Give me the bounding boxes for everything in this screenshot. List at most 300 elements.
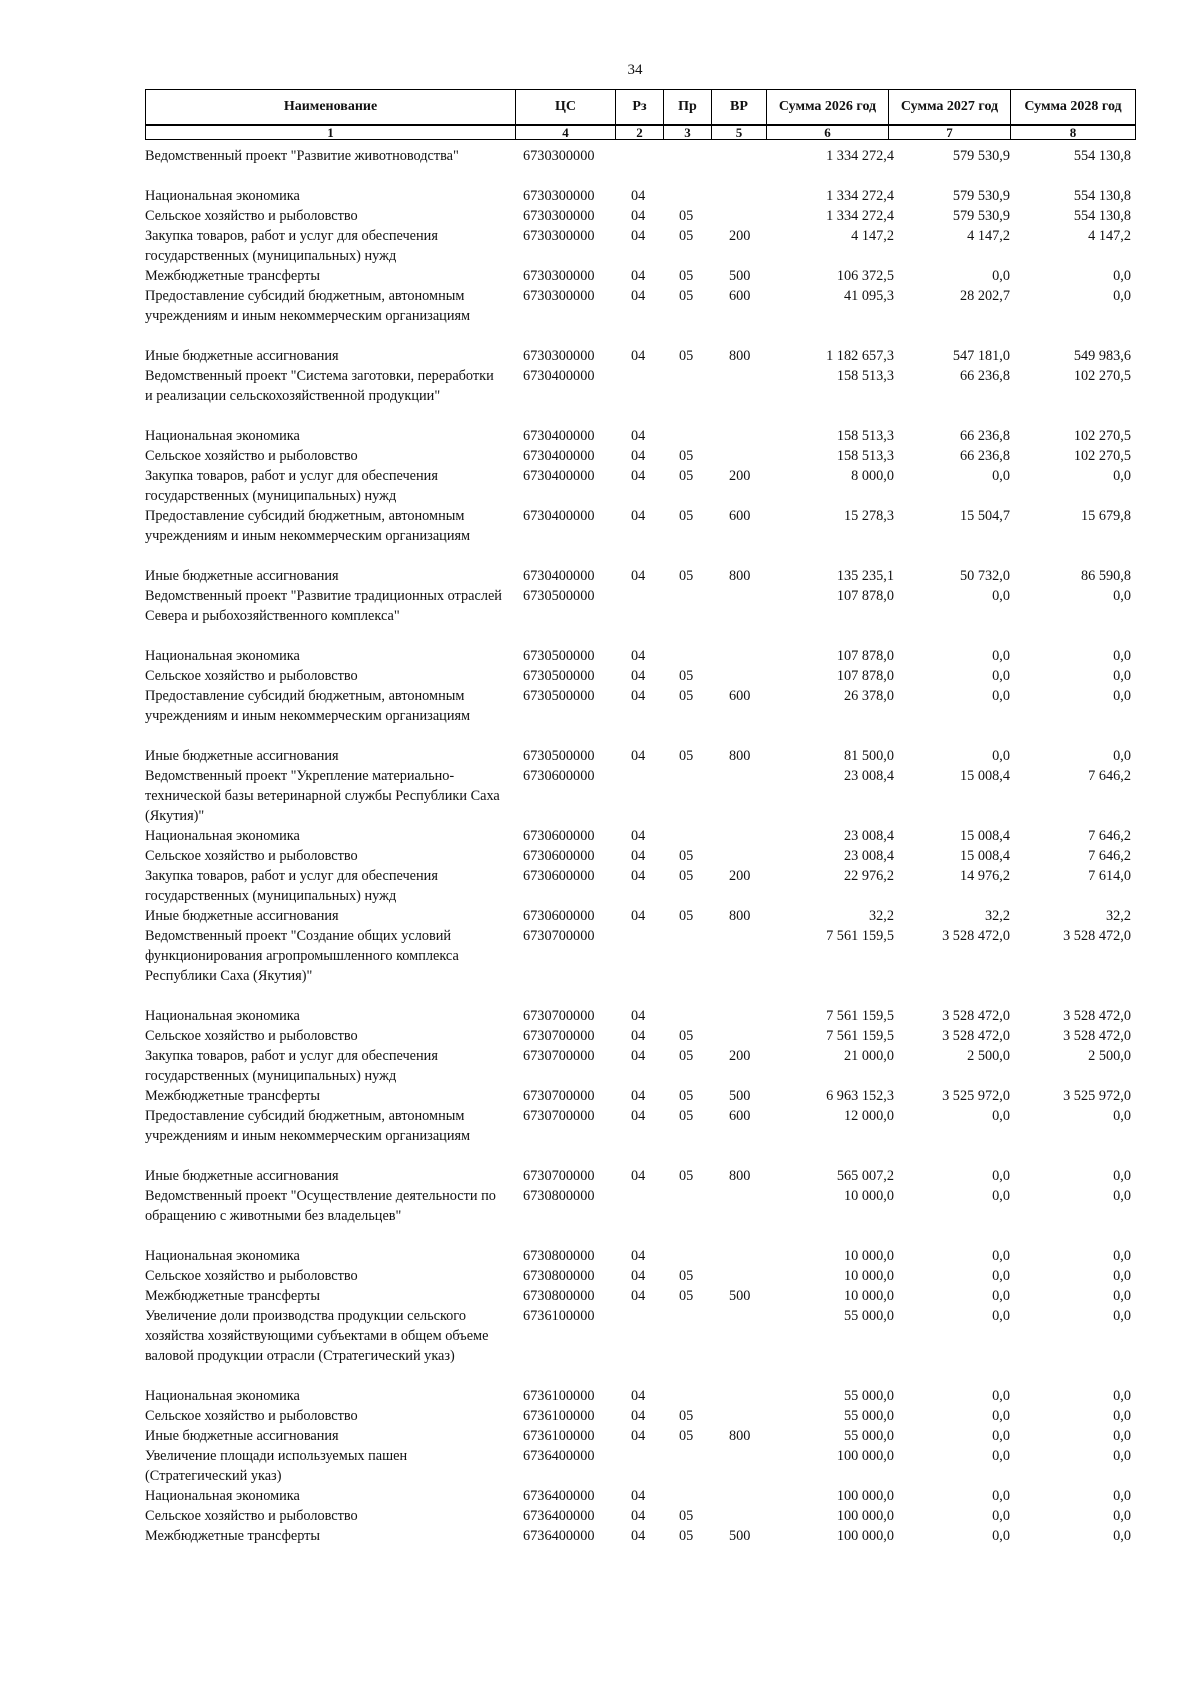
cell-sum-2027: 579 530,9 (952, 188, 1010, 204)
cell-sum-2027: 579 530,9 (952, 208, 1010, 224)
cell-name: Закупка товаров, работ и услуг для обеспечения государственных (муниципальных) нужд (145, 868, 438, 904)
cell-cs: 6730700000 (523, 1108, 595, 1124)
table-row (145, 226, 1135, 266)
cell-sum-2027: 15 008,4 (959, 828, 1010, 844)
cell-sum-2028: 102 270,5 (1073, 428, 1131, 444)
table-row (145, 506, 1135, 566)
cell-vr: 200 (729, 468, 751, 484)
cell-rz: 04 (631, 668, 646, 684)
cell-cs: 6730700000 (523, 1168, 595, 1184)
cell-sum-2027: 0,0 (992, 1388, 1010, 1404)
table-row (145, 566, 1135, 586)
column-header-vr: ВР (712, 90, 767, 125)
cell-cs: 6730300000 (523, 348, 595, 364)
table-row (145, 346, 1135, 366)
cell-sum-2028: 0,0 (1113, 688, 1131, 704)
cell-name: Иные бюджетные ассигнования (145, 748, 339, 764)
cell-vr: 800 (729, 1168, 751, 1184)
table-row (145, 1026, 1135, 1046)
table-row (145, 446, 1135, 466)
cell-name: Предоставление субсидий бюджетным, автономным учреждениям и иным некоммерческим организациям (145, 508, 471, 544)
table-row (145, 466, 1135, 506)
cell-vr: 600 (729, 1108, 751, 1124)
cell-rz: 04 (631, 1028, 646, 1044)
cell-sum-2027: 66 236,8 (959, 448, 1010, 464)
cell-vr: 600 (729, 288, 751, 304)
cell-cs: 6730300000 (523, 188, 595, 204)
cell-rz: 04 (631, 208, 646, 224)
page-number: 34 (627, 62, 643, 78)
cell-sum-2027: 66 236,8 (959, 368, 1010, 384)
cell-sum-2026: 15 278,3 (843, 508, 894, 524)
cell-rz: 04 (631, 268, 646, 284)
table-row (145, 766, 1135, 826)
cell-name: Сельское хозяйство и рыболовство (145, 208, 358, 224)
cell-sum-2026: 10 000,0 (843, 1268, 894, 1284)
table-row (145, 286, 1135, 346)
cell-sum-2027: 66 236,8 (959, 428, 1010, 444)
cell-sum-2026: 41 095,3 (843, 288, 894, 304)
cell-sum-2027: 0,0 (992, 1528, 1010, 1544)
cell-pr: 05 (679, 1108, 694, 1124)
cell-cs: 6736100000 (523, 1428, 595, 1444)
cell-sum-2026: 55 000,0 (843, 1408, 894, 1424)
table-row (145, 866, 1135, 906)
cell-sum-2028: 2 500,0 (1088, 1048, 1131, 1064)
cell-pr: 05 (679, 908, 694, 924)
cell-sum-2028: 0,0 (1113, 468, 1131, 484)
cell-name: Национальная экономика (145, 1008, 300, 1024)
cell-rz: 04 (631, 508, 646, 524)
cell-sum-2027: 0,0 (992, 688, 1010, 704)
cell-name: Иные бюджетные ассигнования (145, 1168, 339, 1184)
cell-name: Ведомственный проект "Развитие традиционных отраслей Севера и рыбохозяйственного комплекса" (145, 588, 502, 624)
cell-rz: 04 (631, 1248, 646, 1264)
cell-vr: 500 (729, 1288, 751, 1304)
cell-sum-2028: 554 130,8 (1073, 148, 1131, 164)
cell-sum-2027: 579 530,9 (952, 148, 1010, 164)
cell-sum-2027: 3 528 472,0 (942, 928, 1010, 944)
cell-rz: 04 (631, 1528, 646, 1544)
column-number-8: 8 (1011, 126, 1136, 140)
cell-rz: 04 (631, 428, 646, 444)
cell-cs: 6730300000 (523, 208, 595, 224)
cell-name: Межбюджетные трансферты (145, 268, 321, 284)
cell-sum-2028: 15 679,8 (1080, 508, 1131, 524)
cell-sum-2026: 107 878,0 (836, 648, 894, 664)
cell-sum-2028: 0,0 (1113, 748, 1131, 764)
cell-sum-2028: 0,0 (1113, 648, 1131, 664)
cell-sum-2027: 0,0 (992, 1288, 1010, 1304)
cell-sum-2028: 0,0 (1113, 1508, 1131, 1524)
cell-pr: 05 (679, 1168, 694, 1184)
cell-pr: 05 (679, 448, 694, 464)
column-number-3: 3 (664, 126, 712, 140)
cell-sum-2027: 50 732,0 (959, 568, 1010, 584)
cell-sum-2027: 0,0 (992, 1508, 1010, 1524)
cell-sum-2028: 86 590,8 (1080, 568, 1131, 584)
cell-name: Национальная экономика (145, 1488, 300, 1504)
cell-sum-2028: 0,0 (1113, 1288, 1131, 1304)
table-row (145, 1006, 1135, 1026)
cell-pr: 05 (679, 288, 694, 304)
cell-sum-2026: 81 500,0 (843, 748, 894, 764)
cell-sum-2027: 0,0 (992, 1428, 1010, 1444)
cell-rz: 04 (631, 468, 646, 484)
cell-sum-2027: 0,0 (992, 1188, 1010, 1204)
cell-sum-2027: 0,0 (992, 1268, 1010, 1284)
cell-pr: 05 (679, 688, 694, 704)
table-row (145, 1406, 1135, 1426)
cell-cs: 6730800000 (523, 1248, 595, 1264)
cell-sum-2026: 107 878,0 (836, 588, 894, 604)
cell-name: Иные бюджетные ассигнования (145, 908, 339, 924)
cell-rz: 04 (631, 1408, 646, 1424)
cell-sum-2028: 554 130,8 (1073, 188, 1131, 204)
cell-pr: 05 (679, 1288, 694, 1304)
table-row (145, 1046, 1135, 1086)
cell-name: Национальная экономика (145, 648, 300, 664)
cell-cs: 6730700000 (523, 1008, 595, 1024)
cell-name: Сельское хозяйство и рыболовство (145, 1408, 358, 1424)
table-row (145, 1286, 1135, 1306)
column-header-sum-2028: Сумма 2028 год (1011, 90, 1136, 125)
cell-sum-2026: 10 000,0 (843, 1248, 894, 1264)
cell-rz: 04 (631, 648, 646, 664)
table-row (145, 926, 1135, 1006)
cell-cs: 6730500000 (523, 588, 595, 604)
cell-cs: 6730300000 (523, 288, 595, 304)
cell-name: Закупка товаров, работ и услуг для обеспечения государственных (муниципальных) нужд (145, 228, 438, 264)
cell-name: Национальная экономика (145, 828, 300, 844)
cell-sum-2028: 0,0 (1113, 1528, 1131, 1544)
column-number-4: 4 (516, 126, 616, 140)
cell-sum-2027: 3 528 472,0 (942, 1008, 1010, 1024)
cell-sum-2028: 0,0 (1113, 1108, 1131, 1124)
cell-sum-2028: 0,0 (1113, 1268, 1131, 1284)
cell-sum-2028: 32,2 (1105, 908, 1131, 924)
cell-vr: 500 (729, 268, 751, 284)
cell-sum-2028: 7 646,2 (1088, 828, 1131, 844)
table-row (145, 646, 1135, 666)
cell-sum-2026: 7 561 159,5 (826, 1008, 894, 1024)
cell-sum-2028: 3 525 972,0 (1063, 1088, 1131, 1104)
cell-sum-2026: 23 008,4 (843, 848, 894, 864)
cell-cs: 6730700000 (523, 1088, 595, 1104)
cell-sum-2026: 26 378,0 (843, 688, 894, 704)
cell-cs: 6736100000 (523, 1308, 595, 1324)
cell-sum-2028: 3 528 472,0 (1063, 1028, 1131, 1044)
cell-rz: 04 (631, 1168, 646, 1184)
cell-sum-2027: 3 528 472,0 (942, 1028, 1010, 1044)
cell-name: Межбюджетные трансферты (145, 1088, 321, 1104)
cell-cs: 6730400000 (523, 568, 595, 584)
cell-sum-2026: 6 963 152,3 (826, 1088, 894, 1104)
table-row (145, 1306, 1135, 1386)
cell-name: Увеличение доли производства продукции сельского хозяйства хозяйствующими субъектами в общем объеме валовой продукции отрасли (Стратегический указ) (145, 1308, 489, 1364)
cell-pr: 05 (679, 1268, 694, 1284)
cell-sum-2026: 1 334 272,4 (826, 148, 894, 164)
cell-rz: 04 (631, 288, 646, 304)
cell-vr: 800 (729, 1428, 751, 1444)
table-row (145, 666, 1135, 686)
cell-rz: 04 (631, 1048, 646, 1064)
table-row (145, 1186, 1135, 1246)
column-header-sum-2027: Сумма 2027 год (889, 90, 1011, 125)
cell-sum-2027: 0,0 (992, 1448, 1010, 1464)
column-header-pr: Пр (664, 90, 712, 125)
cell-name: Сельское хозяйство и рыболовство (145, 848, 358, 864)
cell-sum-2027: 4 147,2 (967, 228, 1010, 244)
cell-pr: 05 (679, 348, 694, 364)
cell-cs: 6730400000 (523, 428, 595, 444)
cell-name: Сельское хозяйство и рыболовство (145, 448, 358, 464)
cell-sum-2027: 0,0 (992, 748, 1010, 764)
cell-vr: 500 (729, 1088, 751, 1104)
cell-sum-2026: 4 147,2 (851, 228, 894, 244)
cell-vr: 600 (729, 688, 751, 704)
cell-pr: 05 (679, 228, 694, 244)
cell-name: Предоставление субсидий бюджетным, автономным учреждениям и иным некоммерческим организациям (145, 1108, 471, 1144)
cell-name: Закупка товаров, работ и услуг для обеспечения государственных (муниципальных) нужд (145, 1048, 438, 1084)
cell-pr: 05 (679, 508, 694, 524)
cell-rz: 04 (631, 1088, 646, 1104)
cell-rz: 04 (631, 188, 646, 204)
column-number-6: 6 (767, 126, 889, 140)
table-row (145, 1446, 1135, 1486)
column-number-5: 5 (712, 126, 767, 140)
cell-cs: 6736400000 (523, 1528, 595, 1544)
cell-vr: 800 (729, 748, 751, 764)
cell-rz: 04 (631, 1008, 646, 1024)
cell-sum-2028: 7 646,2 (1088, 848, 1131, 864)
cell-name: Сельское хозяйство и рыболовство (145, 1028, 358, 1044)
table-row (145, 826, 1135, 846)
cell-sum-2028: 0,0 (1113, 268, 1131, 284)
cell-pr: 05 (679, 848, 694, 864)
cell-rz: 04 (631, 908, 646, 924)
cell-pr: 05 (679, 568, 694, 584)
cell-sum-2026: 7 561 159,5 (826, 928, 894, 944)
cell-sum-2028: 554 130,8 (1073, 208, 1131, 224)
cell-cs: 6730400000 (523, 368, 595, 384)
column-number-1: 1 (146, 126, 516, 140)
column-header-name: Наименование (146, 90, 516, 125)
cell-cs: 6730500000 (523, 648, 595, 664)
cell-sum-2026: 55 000,0 (843, 1388, 894, 1404)
cell-sum-2027: 2 500,0 (967, 1048, 1010, 1064)
cell-rz: 04 (631, 1108, 646, 1124)
cell-name: Ведомственный проект "Осуществление деятельности по обращению с животными без владельцев" (145, 1188, 496, 1224)
cell-sum-2026: 21 000,0 (843, 1048, 894, 1064)
cell-sum-2027: 0,0 (992, 468, 1010, 484)
cell-sum-2028: 7 646,2 (1088, 768, 1131, 784)
cell-name: Закупка товаров, работ и услуг для обеспечения государственных (муниципальных) нужд (145, 468, 438, 504)
cell-name: Сельское хозяйство и рыболовство (145, 1268, 358, 1284)
cell-rz: 04 (631, 748, 646, 764)
cell-name: Ведомственный проект "Создание общих условий функционирования агропромышленного комплекса Республики Саха (Якутия)" (145, 928, 459, 984)
cell-rz: 04 (631, 1288, 646, 1304)
cell-rz: 04 (631, 688, 646, 704)
cell-sum-2026: 100 000,0 (836, 1448, 894, 1464)
cell-cs: 6736400000 (523, 1488, 595, 1504)
column-header-cs: ЦС (516, 90, 616, 125)
cell-sum-2027: 0,0 (992, 1108, 1010, 1124)
cell-cs: 6730300000 (523, 268, 595, 284)
cell-sum-2027: 0,0 (992, 668, 1010, 684)
cell-pr: 05 (679, 1508, 694, 1524)
table-row (145, 906, 1135, 926)
cell-cs: 6730300000 (523, 228, 595, 244)
cell-cs: 6730700000 (523, 1028, 595, 1044)
cell-sum-2026: 158 513,3 (836, 448, 894, 464)
cell-name: Предоставление субсидий бюджетным, автономным учреждениям и иным некоммерческим организациям (145, 288, 471, 324)
cell-cs: 6736400000 (523, 1508, 595, 1524)
cell-cs: 6736400000 (523, 1448, 595, 1464)
cell-sum-2026: 10 000,0 (843, 1288, 894, 1304)
table-row (145, 1426, 1135, 1446)
cell-sum-2028: 0,0 (1113, 1448, 1131, 1464)
column-header-sum-2026: Сумма 2026 год (767, 90, 889, 125)
cell-sum-2027: 28 202,7 (959, 288, 1010, 304)
cell-sum-2026: 1 334 272,4 (826, 188, 894, 204)
cell-rz: 04 (631, 1508, 646, 1524)
cell-sum-2028: 102 270,5 (1073, 368, 1131, 384)
cell-sum-2028: 0,0 (1113, 1168, 1131, 1184)
cell-name: Предоставление субсидий бюджетным, автономным учреждениям и иным некоммерческим организациям (145, 688, 471, 724)
table-row (145, 146, 1135, 186)
cell-pr: 05 (679, 468, 694, 484)
cell-name: Межбюджетные трансферты (145, 1288, 321, 1304)
table-row (145, 586, 1135, 646)
cell-rz: 04 (631, 848, 646, 864)
cell-sum-2027: 15 008,4 (959, 768, 1010, 784)
cell-cs: 6736100000 (523, 1408, 595, 1424)
cell-pr: 05 (679, 1428, 694, 1444)
cell-name: Иные бюджетные ассигнования (145, 1428, 339, 1444)
cell-sum-2028: 3 528 472,0 (1063, 928, 1131, 944)
cell-sum-2027: 32,2 (984, 908, 1010, 924)
cell-sum-2026: 135 235,1 (836, 568, 894, 584)
table-row (145, 846, 1135, 866)
cell-sum-2026: 158 513,3 (836, 428, 894, 444)
table-header (145, 89, 1136, 140)
cell-pr: 05 (679, 668, 694, 684)
cell-cs: 6730500000 (523, 688, 595, 704)
cell-sum-2026: 10 000,0 (843, 1188, 894, 1204)
cell-vr: 200 (729, 1048, 751, 1064)
cell-rz: 04 (631, 828, 646, 844)
cell-cs: 6730500000 (523, 748, 595, 764)
cell-pr: 05 (679, 208, 694, 224)
cell-cs: 6730800000 (523, 1268, 595, 1284)
column-number-2: 2 (616, 126, 664, 140)
column-number-7: 7 (889, 126, 1011, 140)
cell-rz: 04 (631, 1388, 646, 1404)
cell-pr: 05 (679, 1528, 694, 1544)
cell-sum-2027: 15 008,4 (959, 848, 1010, 864)
cell-pr: 05 (679, 868, 694, 884)
cell-cs: 6730500000 (523, 668, 595, 684)
cell-cs: 6730600000 (523, 908, 595, 924)
table-row (145, 1246, 1135, 1266)
cell-pr: 05 (679, 1048, 694, 1064)
cell-sum-2026: 55 000,0 (843, 1308, 894, 1324)
table-row (145, 426, 1135, 446)
cell-rz: 04 (631, 1428, 646, 1444)
table-row (145, 366, 1135, 426)
cell-sum-2028: 0,0 (1113, 668, 1131, 684)
cell-sum-2026: 23 008,4 (843, 828, 894, 844)
cell-sum-2026: 107 878,0 (836, 668, 894, 684)
cell-vr: 200 (729, 228, 751, 244)
cell-name: Сельское хозяйство и рыболовство (145, 1508, 358, 1524)
cell-cs: 6730400000 (523, 508, 595, 524)
cell-cs: 6736100000 (523, 1388, 595, 1404)
cell-name: Иные бюджетные ассигнования (145, 568, 339, 584)
cell-sum-2027: 0,0 (992, 588, 1010, 604)
table-row (145, 266, 1135, 286)
cell-sum-2026: 158 513,3 (836, 368, 894, 384)
cell-sum-2028: 0,0 (1113, 1388, 1131, 1404)
cell-vr: 800 (729, 908, 751, 924)
cell-name: Иные бюджетные ассигнования (145, 348, 339, 364)
cell-rz: 04 (631, 1268, 646, 1284)
cell-cs: 6730600000 (523, 848, 595, 864)
cell-cs: 6730400000 (523, 448, 595, 464)
cell-cs: 6730700000 (523, 928, 595, 944)
cell-sum-2026: 55 000,0 (843, 1428, 894, 1444)
cell-sum-2028: 0,0 (1113, 1248, 1131, 1264)
cell-sum-2027: 0,0 (992, 648, 1010, 664)
cell-cs: 6730600000 (523, 828, 595, 844)
cell-pr: 05 (679, 1028, 694, 1044)
table-row (145, 1266, 1135, 1286)
table-row (145, 1386, 1135, 1406)
table-body (145, 146, 1135, 1546)
cell-name: Национальная экономика (145, 188, 300, 204)
cell-vr: 200 (729, 868, 751, 884)
cell-sum-2027: 0,0 (992, 1488, 1010, 1504)
cell-sum-2026: 32,2 (868, 908, 894, 924)
cell-sum-2027: 0,0 (992, 1248, 1010, 1264)
cell-sum-2027: 15 504,7 (959, 508, 1010, 524)
cell-vr: 500 (729, 1528, 751, 1544)
cell-cs: 6730400000 (523, 468, 595, 484)
cell-sum-2027: 0,0 (992, 1408, 1010, 1424)
cell-cs: 6730300000 (523, 148, 595, 164)
cell-sum-2027: 547 181,0 (952, 348, 1010, 364)
cell-cs: 6730700000 (523, 1048, 595, 1064)
cell-name: Ведомственный проект "Развитие животноводства" (145, 148, 459, 164)
cell-sum-2028: 0,0 (1113, 1188, 1131, 1204)
cell-sum-2026: 1 334 272,4 (826, 208, 894, 224)
cell-sum-2026: 100 000,0 (836, 1488, 894, 1504)
cell-sum-2028: 0,0 (1113, 1308, 1131, 1324)
cell-pr: 05 (679, 1408, 694, 1424)
cell-rz: 04 (631, 348, 646, 364)
cell-name: Увеличение площади используемых пашен (Стратегический указ) (145, 1448, 408, 1484)
cell-pr: 05 (679, 268, 694, 284)
cell-sum-2027: 3 525 972,0 (942, 1088, 1010, 1104)
cell-sum-2026: 22 976,2 (843, 868, 894, 884)
cell-sum-2026: 8 000,0 (851, 468, 894, 484)
cell-sum-2026: 565 007,2 (836, 1168, 894, 1184)
table-row (145, 686, 1135, 746)
cell-rz: 04 (631, 868, 646, 884)
cell-name: Национальная экономика (145, 428, 300, 444)
cell-name: Национальная экономика (145, 1388, 300, 1404)
